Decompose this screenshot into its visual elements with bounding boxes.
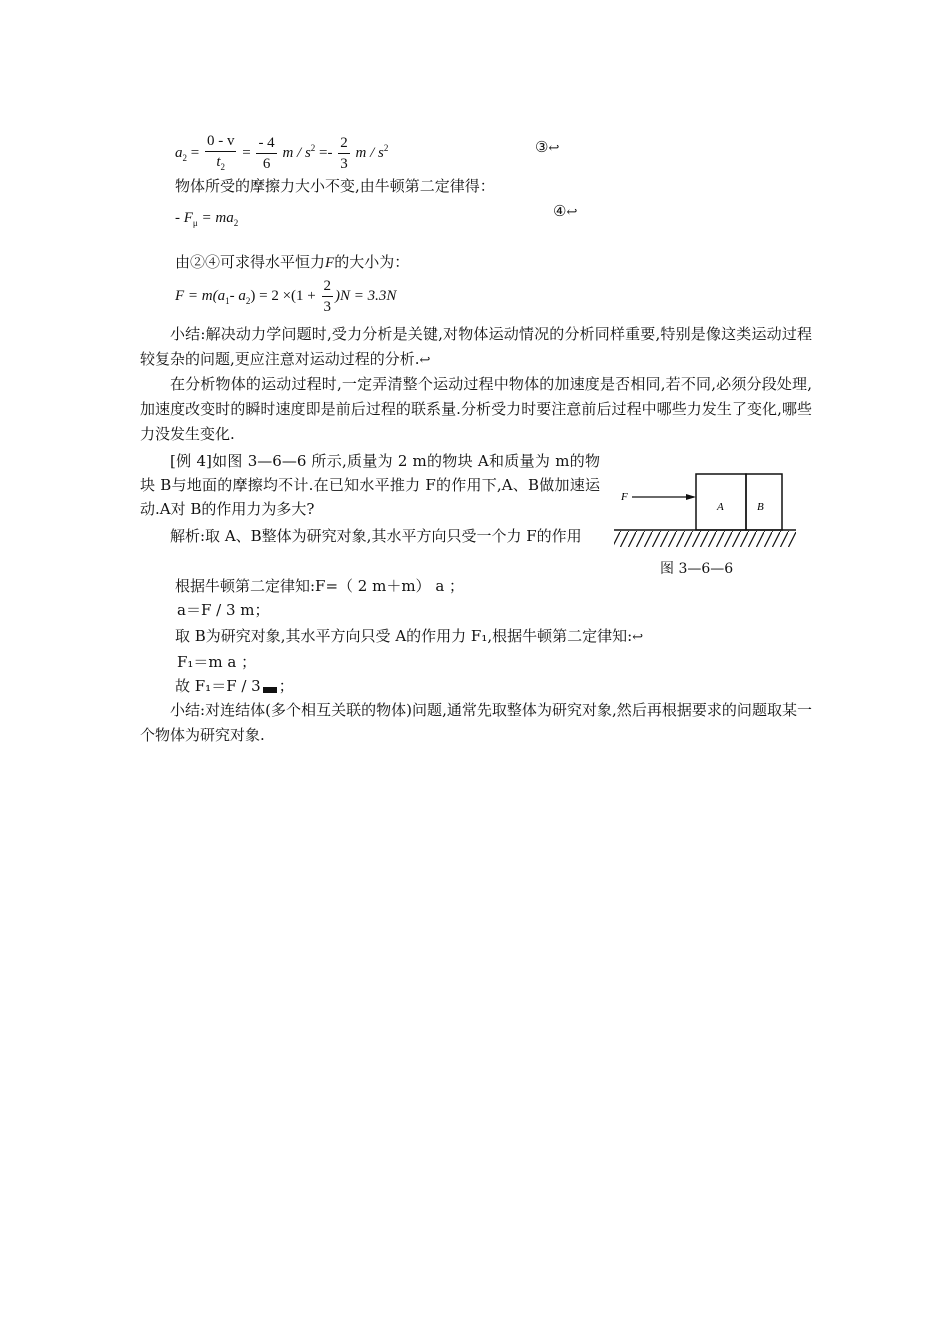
figure-blocks-diagram bbox=[612, 468, 802, 553]
example-4-statement: [例 4]如图 3—6—6 所示,质量为 2 m的物块 A和质量为 m的物块 B与地面的摩擦均不计.在已知水平推力 F的作用下,A、B做加速运动.A对 B的作用力为多大? bbox=[140, 452, 600, 518]
example-4-analysis: 解析:取 A、B整体为研究对象,其水平方向只受一个力 F的作用 bbox=[170, 527, 582, 545]
equation-force-result: $F = m(a_1-$ $a_2) = 2 \times(1$ + $\frac{2}{3}$ )N = 3.3N bbox=[175, 278, 397, 316]
return-mark-icon: ↩ bbox=[419, 353, 430, 368]
fraction-2-over-3: $\frac{2}{3}$ bbox=[340, 135, 348, 173]
fraction-0-v-over-t2: $\frac{0 - v}{t_2}$ bbox=[205, 131, 237, 177]
label-a: A bbox=[717, 501, 724, 513]
block-b bbox=[746, 474, 782, 530]
return-mark-icon: ↩ bbox=[548, 141, 559, 156]
equation-tag-3: ③↩ bbox=[535, 138, 559, 156]
take-b-statement: 取 B为研究对象,其水平方向只受 A的作用力 F₁,根据牛顿第二定律知:↩ bbox=[175, 627, 643, 645]
acceleration-result: a＝F / 3 m； bbox=[177, 601, 270, 619]
equation-acceleration-a2: $a_2$ = $\frac{0 - v}{t_2}$ = $\frac{- 4}{6}$ m / $s^2$ =- $\frac{2}{3}$ m / $s^2$ bbox=[175, 128, 388, 178]
return-mark-icon: ↩ bbox=[566, 205, 577, 220]
label-f: F bbox=[621, 491, 628, 503]
friction-statement: 物体所受的摩擦力大小不变,由牛顿第二定律得： bbox=[175, 177, 495, 195]
equation-tag-4: ④↩ bbox=[553, 202, 577, 220]
equation-friction: - $F_\mu = ma_2$ bbox=[175, 210, 239, 228]
figure-caption: 图 3—6—6 bbox=[660, 561, 734, 577]
ground-hatch bbox=[614, 531, 796, 547]
force-f1-equation: F₁＝m a ； bbox=[177, 653, 257, 671]
force-arrow-head-icon bbox=[686, 494, 696, 500]
return-mark-icon: ↩ bbox=[632, 630, 643, 645]
newton-law-whole: 根据牛顿第二定律知:F=（ 2 m＋m） a ； bbox=[175, 577, 465, 595]
inline-mark-icon bbox=[263, 687, 277, 693]
fraction-neg4-over-6: $\frac{- 4}{6}$ bbox=[258, 135, 275, 173]
conclusion-line: 故 F₁＝F / 3 ； bbox=[175, 677, 294, 695]
summary-paragraph-1: 小结:解决动力学问题时,受力分析是关键,对物体运动情况的分析同样重要,特别是像这类运动过程较复杂的问题,更应注意对运动过程的分析.↩ bbox=[140, 325, 812, 368]
analysis-method-paragraph: 在分析物体的运动过程时,一定弄清整个运动过程中物体的加速度是否相同,若不同,必须分段处理,加速度改变时的瞬时速度即是前后过程的联系量.分析受力时要注意前后过程中哪些力发生了变化,哪些力没发生变化. bbox=[140, 375, 812, 443]
solve-force-statement: 由②④可求得水平恒力F的大小为： bbox=[175, 253, 410, 271]
label-b: B bbox=[757, 501, 764, 513]
summary-paragraph-2: 小结:对连结体(多个相互关联的物体)问题,通常先取整体为研究对象,然后再根据要求的问题取某一个物体为研究对象. bbox=[140, 701, 812, 744]
fraction-2-over-3: $\frac{2}{3}$ bbox=[323, 278, 331, 316]
